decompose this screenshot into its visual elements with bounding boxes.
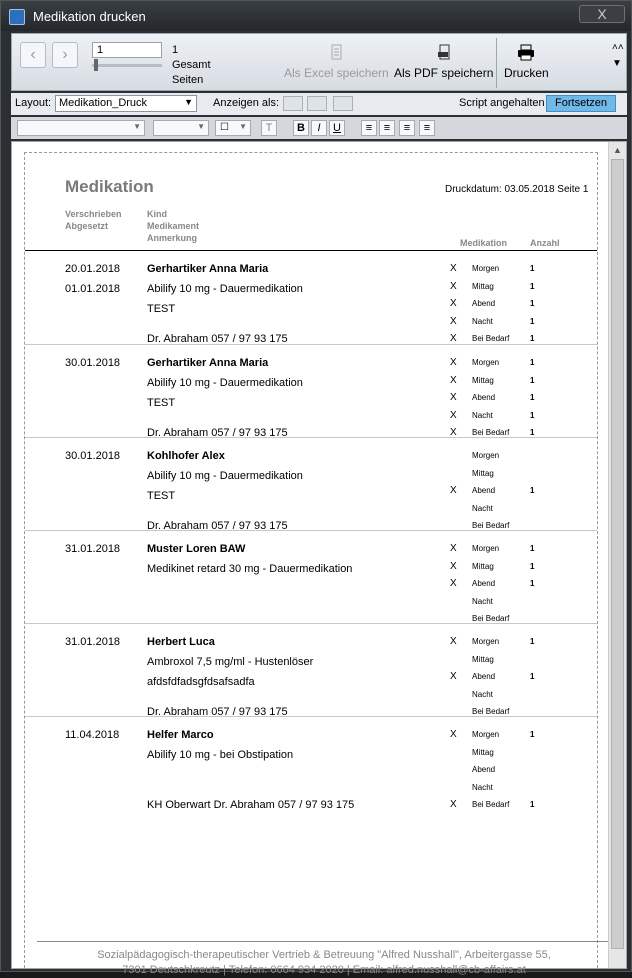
dropdown-arrow-icon: ▼	[197, 122, 205, 131]
schedule-label: Morgen	[472, 544, 500, 553]
page	[24, 152, 598, 976]
save-pdf-label: Als PDF speichern	[394, 66, 494, 80]
bold-button[interactable]: B	[293, 120, 309, 136]
pdf-file-icon	[434, 44, 454, 62]
chevron-right-icon: ›	[62, 46, 68, 63]
doctor-info: Dr. Abraham 057 / 97 93 175	[147, 333, 288, 345]
medication-name: Abilify 10 mg - Dauermedikation	[147, 283, 303, 295]
align-right-icon: ≡	[403, 122, 411, 134]
table-row	[25, 251, 597, 344]
table-row	[25, 623, 597, 716]
justify-icon: ≡	[423, 122, 431, 134]
save-excel-label: Als Excel speichern	[284, 66, 389, 80]
schedule-label: Nacht	[472, 596, 493, 606]
schedule-label: Abend	[472, 486, 496, 495]
schedule-check: X	[450, 357, 457, 368]
medication-name: Abilify 10 mg - Dauermedikation	[147, 377, 303, 389]
schedule-check: X	[450, 799, 457, 810]
schedule-count: 1	[530, 544, 535, 553]
schedule-label: Bei Bedarf	[472, 521, 510, 530]
table-row	[25, 437, 597, 530]
child-name: Gerhartiker Anna Maria	[147, 263, 269, 275]
window-title: Medikation drucken	[33, 9, 146, 24]
slider-thumb[interactable]	[94, 59, 98, 71]
schedule-check: X	[450, 485, 457, 496]
schedule-count: 1	[530, 358, 535, 367]
schedule-check: X	[450, 280, 457, 292]
align-left-button[interactable]	[361, 120, 377, 136]
double-chevron-up-icon[interactable]: ˄˄	[612, 42, 624, 53]
discontinued-date: 01.01.2018	[65, 283, 121, 295]
document-title: Medikation	[65, 177, 154, 196]
page-number-input[interactable]	[92, 42, 162, 58]
printer-icon	[516, 44, 536, 62]
schedule-label: Mittag	[472, 747, 494, 757]
prescribed-date: 11.04.2018	[65, 729, 120, 741]
title-bar	[1, 1, 631, 31]
schedule-label: Abend	[472, 765, 496, 774]
schedule-count: 1	[530, 486, 535, 495]
view-form-button[interactable]	[283, 96, 303, 111]
pages-label: Seiten	[172, 74, 204, 86]
child-name: Herbert Luca	[147, 636, 215, 648]
header-prescribed: Verschrieben	[65, 209, 122, 219]
doctor-info: KH Oberwart Dr. Abraham 057 / 97 93 175	[147, 799, 355, 811]
schedule-count: 1	[530, 316, 535, 326]
schedule-count: 1	[530, 428, 535, 437]
schedule-label: Abend	[472, 672, 496, 681]
schedule-label: Bei Bedarf	[472, 800, 510, 809]
schedule-label: Nacht	[472, 689, 493, 699]
schedule-check: X	[450, 729, 457, 740]
schedule-label: Morgen	[472, 730, 500, 739]
header-note: Anmerkung	[147, 233, 198, 243]
chevron-left-icon: ‹	[30, 46, 36, 63]
schedule-check: X	[450, 671, 457, 682]
schedule-count: 1	[530, 375, 535, 385]
table-row	[25, 344, 597, 437]
close-button[interactable]: X	[579, 5, 625, 23]
dropdown-arrow-icon: ▼	[133, 122, 141, 131]
format-bar	[11, 117, 627, 139]
font-size-select[interactable]	[153, 120, 209, 136]
dropdown-arrow-icon: ▼	[239, 122, 247, 131]
footer-line-1: Sozialpädagogisch-therapeutischer Vertrieb & Betreuung "Alfred Nusshall", Arbeitergasse 55,	[97, 949, 551, 961]
scrollbar-thumb[interactable]	[611, 159, 624, 949]
schedule-check: X	[450, 636, 457, 647]
schedule-label: Abend	[472, 579, 496, 588]
doctor-info: Dr. Abraham 057 / 97 93 175	[147, 520, 288, 532]
medication-note: afdsfdfadsgfdsafsadfa	[147, 676, 255, 688]
schedule-label: Morgen	[472, 451, 500, 460]
schedule-label: Bei Bedarf	[472, 428, 510, 437]
toolbar	[11, 33, 627, 91]
schedule-label: Abend	[472, 299, 496, 308]
align-center-button[interactable]	[379, 120, 395, 136]
total-count: 1	[172, 44, 179, 56]
medication-name: Medikinet retard 30 mg - Dauermedikation	[147, 563, 353, 575]
schedule-label: Morgen	[472, 264, 500, 273]
header-schedule: Medikation	[460, 238, 508, 248]
schedule-check: X	[450, 427, 457, 438]
schedule-label: Mittag	[472, 561, 494, 571]
toolbar-collapse[interactable]	[612, 40, 624, 72]
child-name: Kohlhofer Alex	[147, 450, 225, 462]
font-select[interactable]	[17, 120, 145, 136]
save-excel-button[interactable]	[284, 44, 389, 80]
next-page-button[interactable]	[52, 42, 78, 68]
doctor-info: Dr. Abraham 057 / 97 93 175	[147, 706, 288, 718]
page-total	[172, 43, 211, 88]
fill-color-select[interactable]	[215, 120, 251, 136]
schedule-count: 1	[530, 299, 535, 308]
schedule-label: Mittag	[472, 654, 494, 664]
previous-page-button[interactable]	[20, 42, 46, 68]
header-discontinued: Abgesetzt	[65, 221, 109, 231]
schedule-check: X	[450, 315, 457, 327]
schedule-count: 1	[530, 800, 535, 809]
medication-note: TEST	[147, 490, 176, 502]
align-right-button[interactable]	[399, 120, 415, 136]
schedule-count: 1	[530, 410, 535, 420]
schedule-label: Mittag	[472, 281, 494, 291]
schedule-count: 1	[530, 579, 535, 588]
schedule-check: X	[450, 560, 457, 572]
table-row	[25, 716, 597, 809]
schedule-label: Bei Bedarf	[472, 334, 510, 343]
child-name: Helfer Marco	[147, 729, 214, 741]
schedule-count: 1	[530, 334, 535, 343]
footer	[37, 941, 611, 978]
document-preview[interactable]	[11, 141, 627, 976]
schedule-label: Mittag	[472, 375, 494, 385]
prescribed-date: 30.01.2018	[65, 357, 121, 369]
schedule-check: X	[450, 374, 457, 386]
schedule-count: 1	[530, 393, 535, 402]
prescribed-date: 30.01.2018	[65, 450, 121, 462]
app-icon	[9, 9, 25, 25]
schedule-label: Morgen	[472, 358, 500, 367]
schedule-check: X	[450, 263, 457, 274]
align-left-icon: ≡	[365, 122, 373, 134]
view-table-button[interactable]	[333, 96, 353, 111]
schedule-check: X	[450, 392, 457, 403]
schedule-count: 1	[530, 730, 535, 739]
justify-button[interactable]	[419, 120, 435, 136]
prescribed-date: 31.01.2018	[65, 543, 121, 555]
child-name: Muster Loren BAW	[147, 543, 246, 555]
page-slider[interactable]	[92, 64, 162, 67]
header-medication: Medikament	[147, 221, 200, 231]
schedule-label: Nacht	[472, 410, 493, 420]
excel-file-icon	[326, 44, 346, 62]
schedule-label: Morgen	[472, 637, 500, 646]
header-count: Anzahl	[530, 238, 560, 248]
schedule-label: Mittag	[472, 468, 494, 478]
schedule-count: 1	[530, 264, 535, 273]
schedule-label: Abend	[472, 393, 496, 402]
align-center-icon: ≡	[383, 122, 391, 134]
layout-value: Medikation_Druck	[59, 97, 148, 109]
schedule-label: Nacht	[472, 316, 493, 326]
medication-name: Abilify 10 mg - Dauermedikation	[147, 470, 303, 482]
schedule-check: X	[450, 333, 457, 344]
header-child: Kind	[147, 209, 167, 219]
total-label: Gesamt	[172, 59, 211, 71]
schedule-count: 1	[530, 281, 535, 291]
medication-name: Ambroxol 7,5 mg/ml - Hustenlöser	[147, 656, 314, 668]
prescribed-date: 20.01.2018	[65, 263, 121, 275]
layout-label: Layout:	[15, 97, 52, 109]
schedule-label: Bei Bedarf	[472, 614, 510, 623]
layout-bar	[11, 93, 627, 115]
toolbar-separator	[496, 38, 497, 88]
table-row	[25, 530, 597, 623]
layout-select[interactable]	[55, 95, 197, 112]
triangle-down-icon[interactable]: ▼	[612, 58, 622, 69]
fill-icon: ☐	[220, 122, 229, 133]
medication-note: TEST	[147, 303, 176, 315]
schedule-check: X	[450, 543, 457, 554]
text-style-button[interactable]: T	[261, 120, 277, 136]
italic-button[interactable]: I	[311, 120, 327, 136]
underline-button[interactable]: U	[329, 120, 345, 136]
continue-button[interactable]: Fortsetzen	[546, 95, 616, 112]
schedule-check: X	[450, 578, 457, 589]
schedule-count: 1	[530, 561, 535, 571]
print-date: Druckdatum: 03.05.2018 Seite 1	[445, 184, 589, 195]
footer-line-2: 7301 Deutschkreutz | Telefon: 0664 934 2020 | Email: alfred.nusshall@cb-affairs.at	[122, 964, 526, 976]
schedule-count: 1	[530, 672, 535, 681]
medication-name: Abilify 10 mg - bei Obstipation	[147, 749, 294, 761]
dropdown-arrow-icon: ▼	[184, 97, 193, 107]
schedule-label: Bei Bedarf	[472, 707, 510, 716]
vertical-scrollbar[interactable]	[608, 142, 626, 968]
save-pdf-button[interactable]	[394, 44, 493, 80]
schedule-label: Nacht	[472, 782, 493, 792]
print-label: Drucken	[504, 66, 549, 80]
schedule-count: 1	[530, 637, 535, 646]
print-button[interactable]	[504, 44, 549, 80]
schedule-check: X	[450, 298, 457, 309]
doctor-info: Dr. Abraham 057 / 97 93 175	[147, 427, 288, 439]
prescribed-date: 31.01.2018	[65, 636, 121, 648]
view-as-label: Anzeigen als:	[213, 97, 280, 109]
medication-note: TEST	[147, 397, 176, 409]
script-status: Script angehalten	[459, 97, 545, 109]
scroll-up-icon[interactable]: ▲	[613, 145, 622, 155]
schedule-label: Nacht	[472, 503, 493, 513]
view-list-button[interactable]	[307, 96, 327, 111]
schedule-check: X	[450, 409, 457, 421]
child-name: Gerhartiker Anna Maria	[147, 357, 269, 369]
